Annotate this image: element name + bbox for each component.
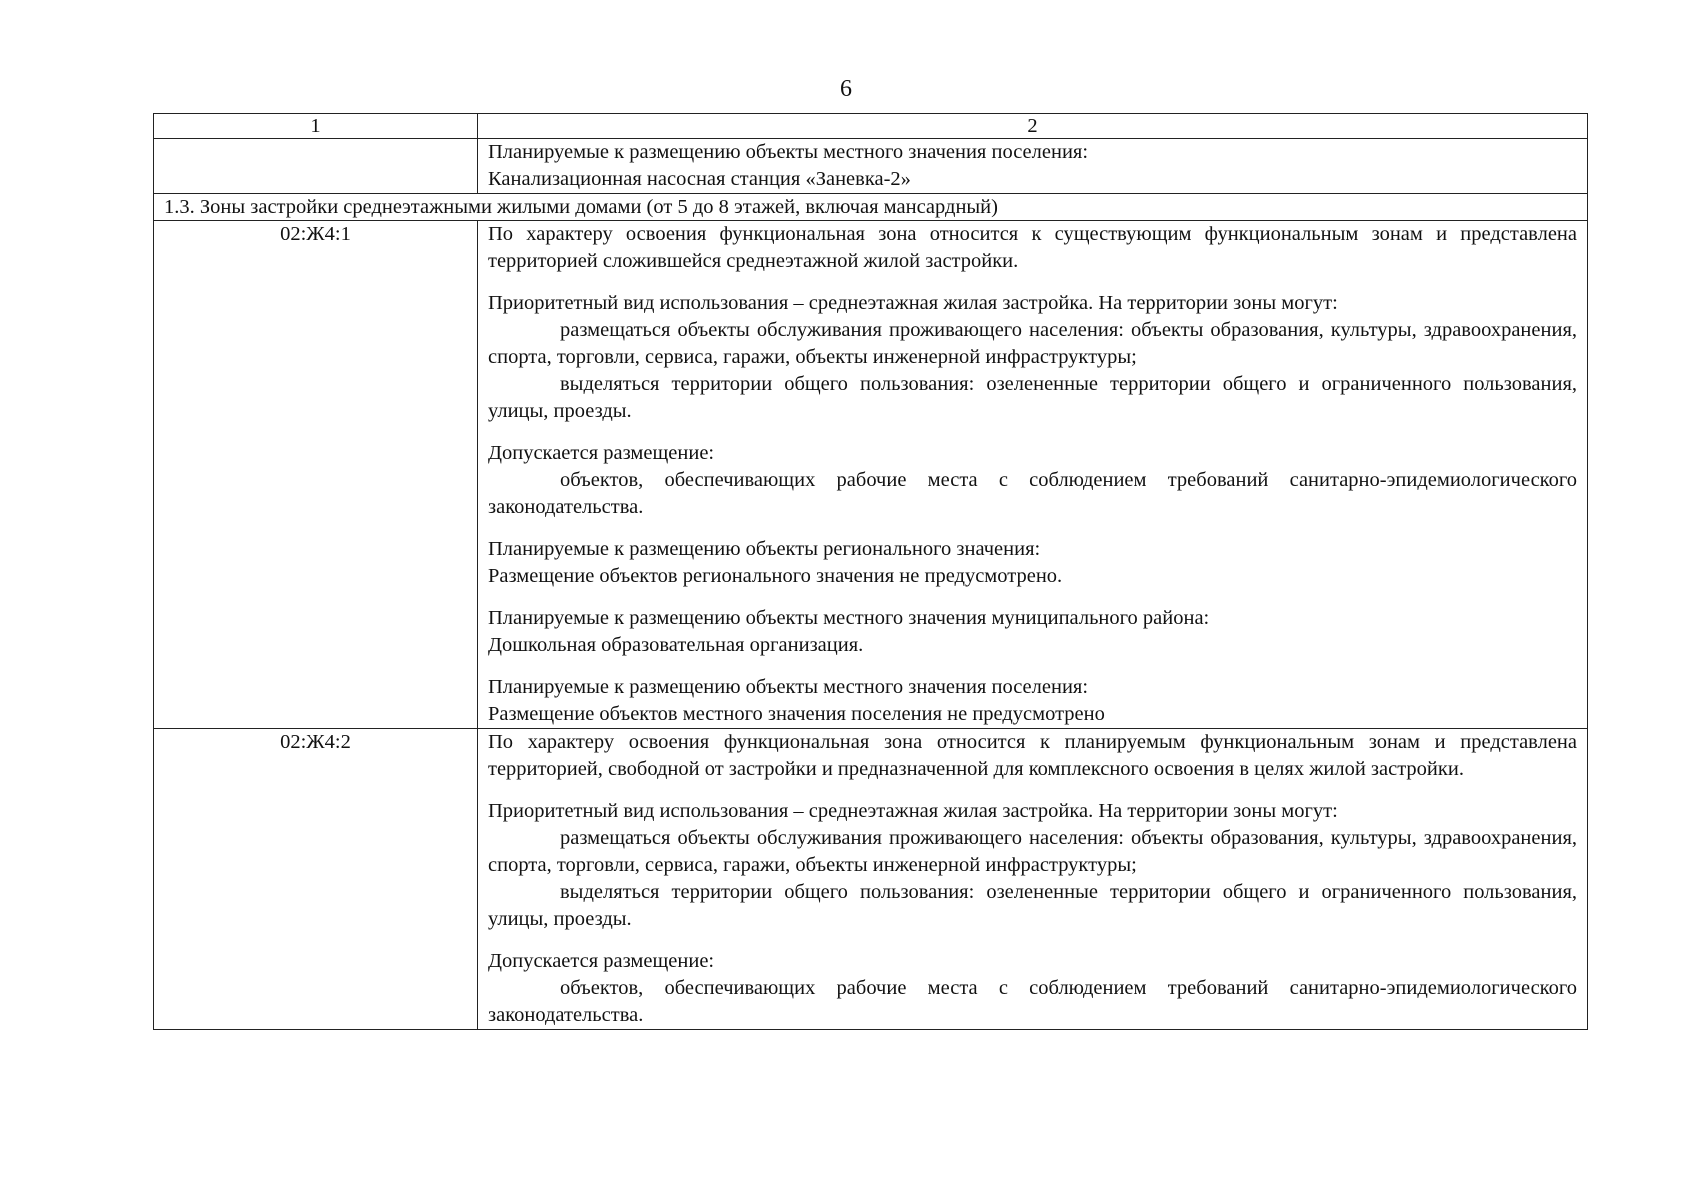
table-header-row: [154, 114, 1588, 139]
section-title: 1.3. Зоны застройки среднеэтажными жилыми домами (от 5 до 8 этажей, включая мансардный): [154, 194, 1588, 221]
paragraph-lead: Приоритетный вид использования – среднеэтажная жилая застройка. На территории зоны могут:: [488, 800, 1338, 822]
list-item: выделяться территории общего пользования: озелененные территории общего и ограниченного пользования, улицы, проезды.: [488, 373, 1577, 422]
paragraph-lead: Планируемые к размещению объекты регионального значения:: [488, 538, 1041, 560]
paragraph-lead: Планируемые к размещению объекты местного значения муниципального района:: [488, 607, 1210, 629]
paragraph: По характеру освоения функциональная зона относится к существующим функциональным зонам и представлена территорией сложившейся среднеэтажной жилой застройки.: [488, 223, 1577, 272]
paragraph-text: Дошкольная образовательная организация.: [488, 634, 864, 656]
empty-code-cell: [154, 139, 478, 194]
paragraph-text: Размещение объектов регионального значения не предусмотрено.: [488, 565, 1063, 587]
paragraph-lead: Допускается размещение:: [488, 442, 715, 464]
paragraph-lead: Планируемые к размещению объекты местного значения поселения:: [488, 676, 1089, 698]
zones-table: [153, 113, 1588, 1030]
page-number: 6: [840, 76, 852, 102]
paragraph-lead: Допускается размещение:: [488, 950, 715, 972]
description-cell: [478, 221, 1588, 729]
paragraph: [488, 948, 1577, 1029]
text-line: Канализационная насосная станция «Заневка-2»: [488, 168, 911, 190]
table-row: [154, 729, 1588, 1030]
section-row: [154, 194, 1588, 221]
paragraph: [488, 674, 1577, 728]
paragraph-lead: Приоритетный вид использования – среднеэтажная жилая застройка. На территории зоны могут:: [488, 292, 1338, 314]
paragraph: [488, 536, 1577, 590]
paragraph: [488, 440, 1577, 521]
paragraph: По характеру освоения функциональная зона относится к планируемым функциональным зонам и представлена территорией, свободной от застройки и предназначенной для комплексного освоения в целях жилой застройки.: [488, 731, 1577, 780]
header-col-2: 2: [478, 114, 1588, 139]
header-col-1: 1: [154, 114, 478, 139]
paragraph: [488, 798, 1577, 933]
description-cell: [478, 729, 1588, 1030]
paragraph-text: Размещение объектов местного значения поселения не предусмотрено: [488, 703, 1105, 725]
list-item: объектов, обеспечивающих рабочие места с соблюдением требований санитарно-эпидемиологического законодательства.: [488, 977, 1577, 1026]
list-item: размещаться объекты обслуживания проживающего населения: объекты образования, культуры, здравоохранения, спорта, торговли, сервиса, гаражи, объекты инженерной инфраструктуры;: [488, 319, 1577, 368]
table-row: [154, 139, 1588, 194]
text-line: Планируемые к размещению объекты местного значения поселения:: [488, 141, 1089, 163]
zone-code: 02:Ж4:2: [154, 729, 478, 1030]
paragraph: [488, 605, 1577, 659]
list-item: размещаться объекты обслуживания проживающего населения: объекты образования, культуры, здравоохранения, спорта, торговли, сервиса, гаражи, объекты инженерной инфраструктуры;: [488, 827, 1577, 876]
list-item: объектов, обеспечивающих рабочие места с соблюдением требований санитарно-эпидемиологического законодательства.: [488, 469, 1577, 518]
zone-code: 02:Ж4:1: [154, 221, 478, 729]
table-row: [154, 221, 1588, 729]
list-item: выделяться территории общего пользования: озелененные территории общего и ограниченного пользования, улицы, проезды.: [488, 881, 1577, 930]
description-cell: [478, 139, 1588, 194]
paragraph: [488, 290, 1577, 425]
